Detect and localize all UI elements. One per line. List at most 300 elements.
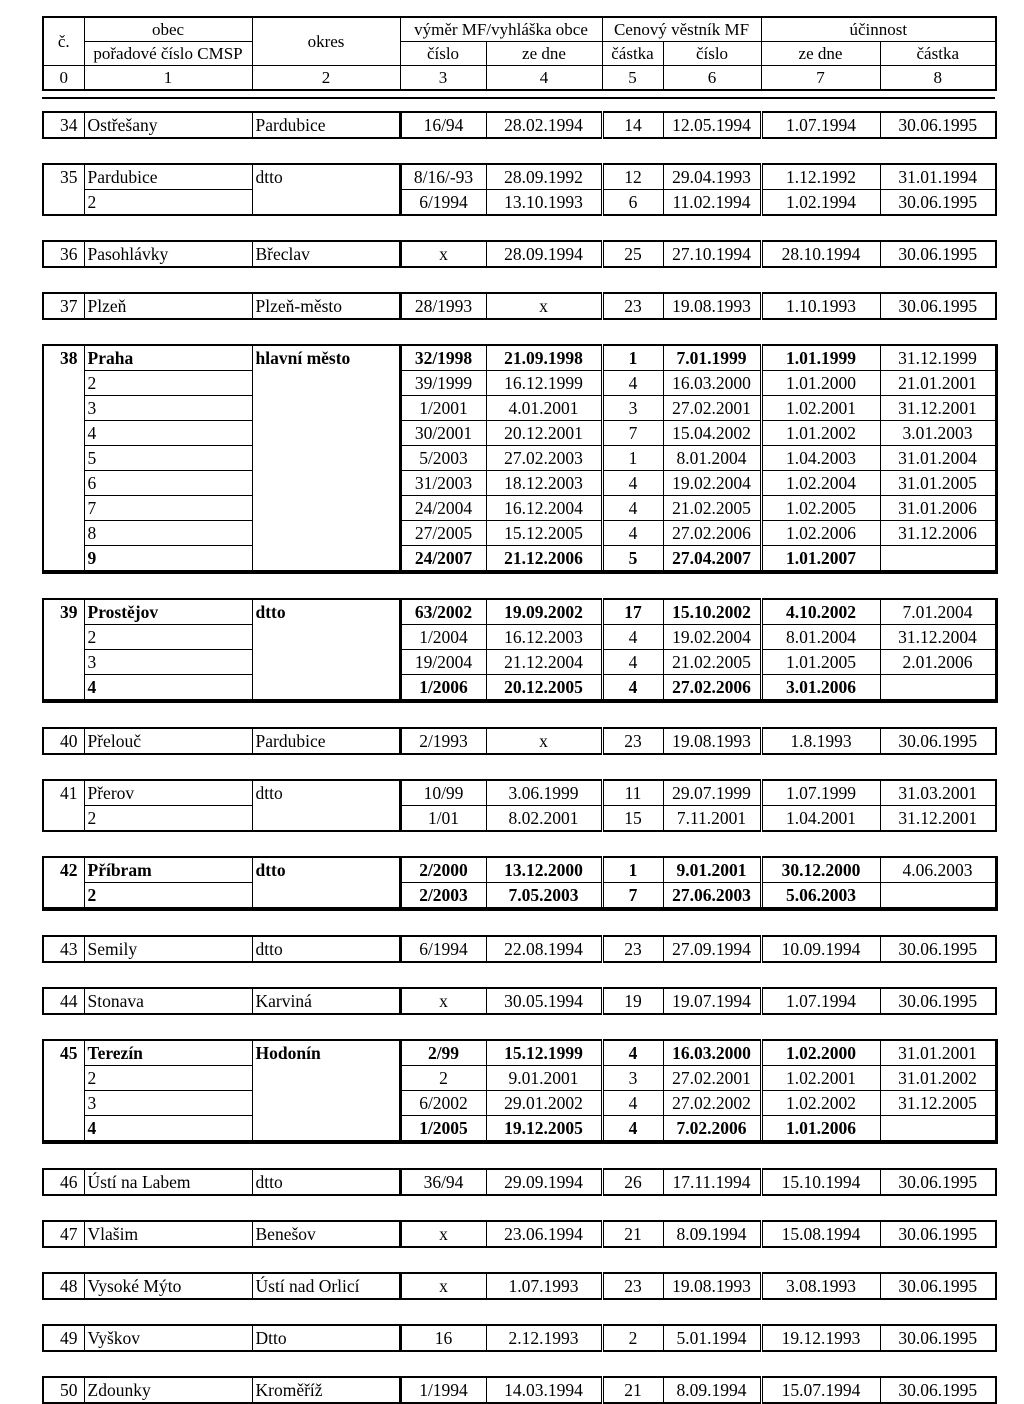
cell-radek-cislo — [43, 1116, 84, 1143]
cell-vestnik-castka: 17 — [602, 599, 663, 625]
cell-okres — [252, 1066, 400, 1091]
cell-okres: Ústí nad Orlicí — [252, 1273, 400, 1299]
cell-vymer-ze-dne: 28.09.1992 — [486, 164, 602, 190]
cell-obec: Plzeň — [84, 293, 252, 319]
cell-vymer-ze-dne: 29.09.1994 — [486, 1169, 602, 1195]
header-vymer: výměr MF/vyhláška obce — [400, 17, 602, 42]
cell-obec: 2 — [84, 190, 252, 216]
cell-vymer-cislo: 2/1993 — [400, 728, 486, 754]
table-row — [43, 780, 996, 806]
cell-vymer-ze-dne: 4.01.2001 — [486, 396, 602, 421]
cell-vymer-cislo: 8/16/-93 — [400, 164, 486, 190]
cell-okres — [252, 496, 400, 521]
cell-ucinnost-ze-dne: 1.01.2007 — [761, 546, 880, 573]
cell-ucinnost-ze-dne: 30.12.2000 — [761, 857, 880, 883]
cell-ucinnost-castka: 30.06.1995 — [880, 936, 996, 962]
record-group-42 — [42, 856, 998, 911]
cell-ucinnost-castka: 31.12.2005 — [880, 1091, 996, 1116]
header-index-7: 7 — [761, 66, 880, 91]
cell-okres: dtto — [252, 1169, 400, 1195]
cell-vestnik-castka: 23 — [602, 1273, 663, 1299]
cell-obec: 4 — [84, 1116, 252, 1143]
cell-vymer-cislo: 36/94 — [400, 1169, 486, 1195]
cell-vestnik-cislo: 27.06.2003 — [663, 883, 761, 910]
cell-vymer-ze-dne: 20.12.2005 — [486, 675, 602, 702]
cell-vestnik-castka: 4 — [602, 471, 663, 496]
cell-vymer-ze-dne: 15.12.1999 — [486, 1040, 602, 1066]
cell-okres — [252, 471, 400, 496]
cell-vymer-ze-dne: 14.03.1994 — [486, 1377, 602, 1403]
table-row — [43, 190, 996, 216]
record-group-49 — [42, 1324, 997, 1352]
table-row — [43, 471, 996, 496]
cell-ucinnost-ze-dne: 1.01.1999 — [761, 345, 880, 371]
cell-ucinnost-castka: 31.01.2004 — [880, 446, 996, 471]
cell-radek-cislo — [43, 471, 84, 496]
cell-obec: Vysoké Mýto — [84, 1273, 252, 1299]
cell-vymer-ze-dne: 28.09.1994 — [486, 241, 602, 267]
cell-ucinnost-ze-dne: 10.09.1994 — [761, 936, 880, 962]
cell-obec: Pardubice — [84, 164, 252, 190]
cell-obec: 2 — [84, 806, 252, 832]
cell-ucinnost-castka: 31.12.1999 — [880, 345, 996, 371]
cell-vymer-cislo: 1/1994 — [400, 1377, 486, 1403]
record-group-35 — [42, 163, 997, 216]
table-row — [43, 1116, 996, 1143]
cell-radek-cislo: 38 — [43, 345, 84, 371]
cell-ucinnost-castka: 21.01.2001 — [880, 371, 996, 396]
cell-vestnik-castka: 3 — [602, 396, 663, 421]
cell-radek-cislo: 50 — [43, 1377, 84, 1403]
cell-radek-cislo — [43, 1066, 84, 1091]
cell-ucinnost-castka: 30.06.1995 — [880, 190, 996, 216]
cell-obec: Praha — [84, 345, 252, 371]
cell-vestnik-cislo: 27.02.2006 — [663, 521, 761, 546]
record-group-46 — [42, 1168, 997, 1196]
cell-obec: Terezín — [84, 1040, 252, 1066]
cell-vymer-cislo: x — [400, 1221, 486, 1247]
cell-ucinnost-castka: 31.12.2004 — [880, 625, 996, 650]
cell-vymer-cislo: 2/2000 — [400, 857, 486, 883]
cell-radek-cislo: 34 — [43, 112, 84, 138]
cell-vestnik-cislo: 27.02.2001 — [663, 1066, 761, 1091]
cell-okres — [252, 883, 400, 910]
cell-obec: 2 — [84, 625, 252, 650]
cell-ucinnost-castka: 31.01.2006 — [880, 496, 996, 521]
cell-vestnik-castka: 4 — [602, 521, 663, 546]
record-group-47 — [42, 1220, 997, 1248]
cell-vymer-cislo: 27/2005 — [400, 521, 486, 546]
table-row — [43, 241, 996, 267]
cell-obec: 2 — [84, 883, 252, 910]
table-row — [43, 857, 996, 883]
table-row — [43, 883, 996, 910]
cell-ucinnost-castka: 31.12.2001 — [880, 806, 996, 832]
cell-radek-cislo — [43, 521, 84, 546]
cell-vymer-cislo: x — [400, 1273, 486, 1299]
header-index-6: 6 — [663, 66, 761, 91]
cell-radek-cislo — [43, 371, 84, 396]
cell-vestnik-cislo: 16.03.2000 — [663, 1040, 761, 1066]
cell-vestnik-cislo: 15.10.2002 — [663, 599, 761, 625]
cell-vestnik-castka: 7 — [602, 421, 663, 446]
cell-vymer-cislo: 10/99 — [400, 780, 486, 806]
cell-vymer-cislo: 1/2004 — [400, 625, 486, 650]
cell-vestnik-castka: 23 — [602, 293, 663, 319]
cell-vymer-cislo: 1/01 — [400, 806, 486, 832]
cell-vymer-cislo: 24/2007 — [400, 546, 486, 573]
header-obec: obec — [84, 17, 252, 42]
cell-vymer-ze-dne: 13.12.2000 — [486, 857, 602, 883]
table-row — [43, 625, 996, 650]
cell-radek-cislo — [43, 675, 84, 702]
cell-vestnik-cislo: 19.08.1993 — [663, 293, 761, 319]
cell-vestnik-castka: 6 — [602, 190, 663, 216]
cell-ucinnost-castka: 31.12.2001 — [880, 396, 996, 421]
cell-vymer-ze-dne: 2.12.1993 — [486, 1325, 602, 1351]
cell-vymer-cislo: 63/2002 — [400, 599, 486, 625]
record-group-34 — [42, 111, 997, 139]
cell-obec: Vlašim — [84, 1221, 252, 1247]
cell-ucinnost-castka — [880, 883, 996, 910]
table-row — [43, 1273, 996, 1299]
table-row — [43, 1091, 996, 1116]
table-body — [42, 101, 995, 1404]
cell-vymer-ze-dne: 15.12.2005 — [486, 521, 602, 546]
cell-ucinnost-castka: 30.06.1995 — [880, 1273, 996, 1299]
cell-ucinnost-ze-dne: 3.01.2006 — [761, 675, 880, 702]
cell-okres: Dtto — [252, 1325, 400, 1351]
cell-obec: Prostějov — [84, 599, 252, 625]
cell-okres — [252, 521, 400, 546]
cell-ucinnost-castka: 31.12.2006 — [880, 521, 996, 546]
cell-vestnik-castka: 26 — [602, 1169, 663, 1195]
cell-ucinnost-castka: 30.06.1995 — [880, 1221, 996, 1247]
cell-obec: 2 — [84, 1066, 252, 1091]
cell-ucinnost-castka — [880, 1116, 996, 1143]
cell-vestnik-cislo: 9.01.2001 — [663, 857, 761, 883]
cell-vestnik-castka: 4 — [602, 650, 663, 675]
document-page — [42, 16, 995, 1404]
cell-vymer-ze-dne: 8.02.2001 — [486, 806, 602, 832]
cell-ucinnost-ze-dne: 1.02.2001 — [761, 1066, 880, 1091]
cell-ucinnost-ze-dne: 1.04.2001 — [761, 806, 880, 832]
cell-ucinnost-ze-dne: 1.07.1994 — [761, 988, 880, 1014]
cell-vestnik-cislo: 8.09.1994 — [663, 1221, 761, 1247]
cell-vymer-ze-dne: 23.06.1994 — [486, 1221, 602, 1247]
table-row — [43, 1377, 996, 1403]
cell-vymer-ze-dne: 21.12.2004 — [486, 650, 602, 675]
cell-vymer-cislo: 5/2003 — [400, 446, 486, 471]
table-row — [43, 546, 996, 573]
cell-vymer-cislo: 1/2006 — [400, 675, 486, 702]
cell-vymer-cislo: 2/99 — [400, 1040, 486, 1066]
table-header — [42, 16, 997, 91]
cell-okres — [252, 625, 400, 650]
cell-okres: Břeclav — [252, 241, 400, 267]
cell-vestnik-cislo: 21.02.2005 — [663, 496, 761, 521]
cell-ucinnost-castka: 30.06.1995 — [880, 1169, 996, 1195]
cell-vymer-ze-dne: 13.10.1993 — [486, 190, 602, 216]
cell-radek-cislo: 42 — [43, 857, 84, 883]
record-group-50 — [42, 1376, 997, 1404]
header-poradove-cislo: pořadové číslo CMSP — [84, 42, 252, 66]
cell-vestnik-castka: 4 — [602, 1091, 663, 1116]
cell-vestnik-castka: 3 — [602, 1066, 663, 1091]
cell-ucinnost-ze-dne: 8.01.2004 — [761, 625, 880, 650]
cell-obec: 3 — [84, 396, 252, 421]
cell-vymer-cislo: 16/94 — [400, 112, 486, 138]
cell-radek-cislo: 46 — [43, 1169, 84, 1195]
cell-obec: Ústí na Labem — [84, 1169, 252, 1195]
cell-radek-cislo: 47 — [43, 1221, 84, 1247]
cell-ucinnost-ze-dne: 28.10.1994 — [761, 241, 880, 267]
cell-obec: Semily — [84, 936, 252, 962]
cell-radek-cislo: 36 — [43, 241, 84, 267]
cell-vestnik-castka: 5 — [602, 546, 663, 573]
record-group-45 — [42, 1039, 998, 1144]
table-row — [43, 650, 996, 675]
cell-okres: dtto — [252, 599, 400, 625]
cell-vestnik-castka: 21 — [602, 1221, 663, 1247]
cell-vestnik-castka: 4 — [602, 1116, 663, 1143]
cell-radek-cislo — [43, 806, 84, 832]
table-row — [43, 936, 996, 962]
header-vymer-cislo: číslo — [400, 42, 486, 66]
cell-vestnik-cislo: 27.02.2001 — [663, 396, 761, 421]
cell-ucinnost-ze-dne: 1.07.1994 — [761, 112, 880, 138]
cell-obec: Příbram — [84, 857, 252, 883]
cell-vestnik-cislo: 7.02.2006 — [663, 1116, 761, 1143]
cell-vestnik-cislo: 8.09.1994 — [663, 1377, 761, 1403]
cell-vymer-cislo: 2 — [400, 1066, 486, 1091]
cell-obec: Vyškov — [84, 1325, 252, 1351]
cell-okres — [252, 546, 400, 573]
header-index-row — [43, 66, 996, 91]
table-row — [43, 112, 996, 138]
cell-okres: Pardubice — [252, 112, 400, 138]
cell-vymer-cislo: 1/2005 — [400, 1116, 486, 1143]
table-row — [43, 446, 996, 471]
cell-vestnik-cislo: 19.08.1993 — [663, 1273, 761, 1299]
table-row — [43, 1040, 996, 1066]
cell-ucinnost-castka: 31.01.2002 — [880, 1066, 996, 1091]
record-group-36 — [42, 240, 997, 268]
cell-vestnik-castka: 15 — [602, 806, 663, 832]
cell-vymer-ze-dne: 3.06.1999 — [486, 780, 602, 806]
cell-ucinnost-castka: 31.01.2001 — [880, 1040, 996, 1066]
header-index-8: 8 — [880, 66, 996, 91]
cell-obec: 4 — [84, 675, 252, 702]
table-row — [43, 988, 996, 1014]
cell-obec: 2 — [84, 371, 252, 396]
cell-radek-cislo: 43 — [43, 936, 84, 962]
cell-ucinnost-ze-dne: 1.02.2000 — [761, 1040, 880, 1066]
cell-vymer-cislo: x — [400, 241, 486, 267]
record-group-38 — [42, 344, 998, 574]
cell-okres — [252, 190, 400, 216]
cell-vestnik-cislo: 29.04.1993 — [663, 164, 761, 190]
cell-ucinnost-ze-dne: 1.8.1993 — [761, 728, 880, 754]
cell-vestnik-cislo: 29.07.1999 — [663, 780, 761, 806]
cell-obec: 9 — [84, 546, 252, 573]
header-index-2: 2 — [252, 66, 400, 91]
cell-vestnik-cislo: 7.11.2001 — [663, 806, 761, 832]
cell-vymer-cislo: 39/1999 — [400, 371, 486, 396]
cell-obec: Přerov — [84, 780, 252, 806]
cell-okres — [252, 1116, 400, 1143]
cell-radek-cislo — [43, 625, 84, 650]
cell-okres — [252, 806, 400, 832]
cell-vymer-cislo: 16 — [400, 1325, 486, 1351]
cell-vestnik-cislo: 27.04.2007 — [663, 546, 761, 573]
header-ucinnost-ze-dne: ze dne — [761, 42, 880, 66]
cell-vestnik-castka: 23 — [602, 728, 663, 754]
table-row — [43, 599, 996, 625]
table-row — [43, 396, 996, 421]
cell-ucinnost-castka: 2.01.2006 — [880, 650, 996, 675]
cell-okres: dtto — [252, 780, 400, 806]
table-row — [43, 1325, 996, 1351]
cell-radek-cislo — [43, 650, 84, 675]
cell-vestnik-castka: 4 — [602, 675, 663, 702]
table-row — [43, 421, 996, 446]
cell-ucinnost-castka: 31.01.1994 — [880, 164, 996, 190]
cell-obec: Stonava — [84, 988, 252, 1014]
cell-radek-cislo — [43, 883, 84, 910]
table-row — [43, 1221, 996, 1247]
cell-vestnik-cislo: 19.02.2004 — [663, 625, 761, 650]
cell-vymer-ze-dne: 9.01.2001 — [486, 1066, 602, 1091]
cell-okres: Plzeň-město — [252, 293, 400, 319]
cell-vymer-ze-dne: 16.12.2003 — [486, 625, 602, 650]
cell-vymer-ze-dne: x — [486, 293, 602, 319]
cell-okres: dtto — [252, 857, 400, 883]
cell-okres: Kroměříž — [252, 1377, 400, 1403]
cell-vestnik-castka: 14 — [602, 112, 663, 138]
cell-radek-cislo — [43, 1091, 84, 1116]
cell-radek-cislo — [43, 396, 84, 421]
cell-radek-cislo: 41 — [43, 780, 84, 806]
cell-ucinnost-castka: 31.03.2001 — [880, 780, 996, 806]
cell-vestnik-cislo: 12.05.1994 — [663, 112, 761, 138]
record-group-41 — [42, 779, 997, 832]
cell-vestnik-castka: 7 — [602, 883, 663, 910]
cell-ucinnost-ze-dne: 5.06.2003 — [761, 883, 880, 910]
header-vestnik-castka: částka — [602, 42, 663, 66]
cell-obec: 3 — [84, 650, 252, 675]
cell-ucinnost-ze-dne: 1.02.2004 — [761, 471, 880, 496]
cell-vestnik-castka: 19 — [602, 988, 663, 1014]
cell-okres: hlavní město — [252, 345, 400, 371]
cell-radek-cislo: 39 — [43, 599, 84, 625]
cell-vestnik-castka: 4 — [602, 371, 663, 396]
cell-vymer-cislo: 6/1994 — [400, 190, 486, 216]
cell-ucinnost-castka: 4.06.2003 — [880, 857, 996, 883]
table-row — [43, 1169, 996, 1195]
cell-vestnik-cislo: 7.01.1999 — [663, 345, 761, 371]
cell-vymer-ze-dne: 1.07.1993 — [486, 1273, 602, 1299]
cell-okres: Hodonín — [252, 1040, 400, 1066]
cell-obec: 4 — [84, 421, 252, 446]
cell-okres: dtto — [252, 936, 400, 962]
table-row — [43, 675, 996, 702]
table-row — [43, 1066, 996, 1091]
cell-ucinnost-castka: 30.06.1995 — [880, 728, 996, 754]
header-index-4: 4 — [486, 66, 602, 91]
cell-vestnik-cislo: 27.02.2006 — [663, 675, 761, 702]
cell-ucinnost-castka: 30.06.1995 — [880, 112, 996, 138]
record-group-37 — [42, 292, 997, 320]
table-row — [43, 728, 996, 754]
cell-vestnik-castka: 11 — [602, 780, 663, 806]
cell-vestnik-cislo: 27.09.1994 — [663, 936, 761, 962]
cell-ucinnost-ze-dne: 1.02.2001 — [761, 396, 880, 421]
cell-okres — [252, 1091, 400, 1116]
cell-vestnik-cislo: 5.01.1994 — [663, 1325, 761, 1351]
cell-vymer-cislo: 2/2003 — [400, 883, 486, 910]
cell-okres: Pardubice — [252, 728, 400, 754]
cell-radek-cislo — [43, 546, 84, 573]
cell-ucinnost-castka: 30.06.1995 — [880, 241, 996, 267]
cell-vymer-cislo: 19/2004 — [400, 650, 486, 675]
cell-obec: 7 — [84, 496, 252, 521]
table-row — [43, 345, 996, 371]
cell-obec: Ostřešany — [84, 112, 252, 138]
cell-okres: dtto — [252, 164, 400, 190]
table-row — [43, 521, 996, 546]
cell-ucinnost-castka: 3.01.2003 — [880, 421, 996, 446]
cell-ucinnost-ze-dne: 1.01.2000 — [761, 371, 880, 396]
cell-vymer-cislo: 28/1993 — [400, 293, 486, 319]
cell-obec: 3 — [84, 1091, 252, 1116]
header-index-5: 5 — [602, 66, 663, 91]
cell-ucinnost-ze-dne: 15.10.1994 — [761, 1169, 880, 1195]
cell-okres: Karviná — [252, 988, 400, 1014]
cell-vestnik-cislo: 19.02.2004 — [663, 471, 761, 496]
cell-vestnik-castka: 1 — [602, 345, 663, 371]
cell-vymer-ze-dne: 16.12.1999 — [486, 371, 602, 396]
table-row — [43, 496, 996, 521]
cell-okres: Benešov — [252, 1221, 400, 1247]
cell-vestnik-cislo: 8.01.2004 — [663, 446, 761, 471]
cell-vestnik-castka: 1 — [602, 446, 663, 471]
cell-okres — [252, 396, 400, 421]
cell-okres — [252, 446, 400, 471]
header-cislo-radku: č. — [43, 17, 84, 66]
cell-vestnik-cislo: 27.02.2002 — [663, 1091, 761, 1116]
cell-vymer-cislo: x — [400, 988, 486, 1014]
cell-radek-cislo: 44 — [43, 988, 84, 1014]
cell-okres — [252, 421, 400, 446]
cell-ucinnost-castka — [880, 675, 996, 702]
table-row — [43, 164, 996, 190]
cell-vymer-ze-dne: 30.05.1994 — [486, 988, 602, 1014]
header-index-3: 3 — [400, 66, 486, 91]
cell-radek-cislo: 49 — [43, 1325, 84, 1351]
cell-radek-cislo: 48 — [43, 1273, 84, 1299]
header-cenovy-vestnik: Cenový věstník MF — [602, 17, 761, 42]
cell-ucinnost-ze-dne: 1.01.2002 — [761, 421, 880, 446]
cell-vestnik-cislo: 15.04.2002 — [663, 421, 761, 446]
cell-ucinnost-castka: 7.01.2004 — [880, 599, 996, 625]
header-ucinnost-castka: částka — [880, 42, 996, 66]
cell-ucinnost-ze-dne: 1.12.1992 — [761, 164, 880, 190]
cell-ucinnost-castka: 30.06.1995 — [880, 988, 996, 1014]
cell-ucinnost-castka: 30.06.1995 — [880, 1325, 996, 1351]
cell-vymer-ze-dne: 19.12.2005 — [486, 1116, 602, 1143]
cell-ucinnost-ze-dne: 19.12.1993 — [761, 1325, 880, 1351]
